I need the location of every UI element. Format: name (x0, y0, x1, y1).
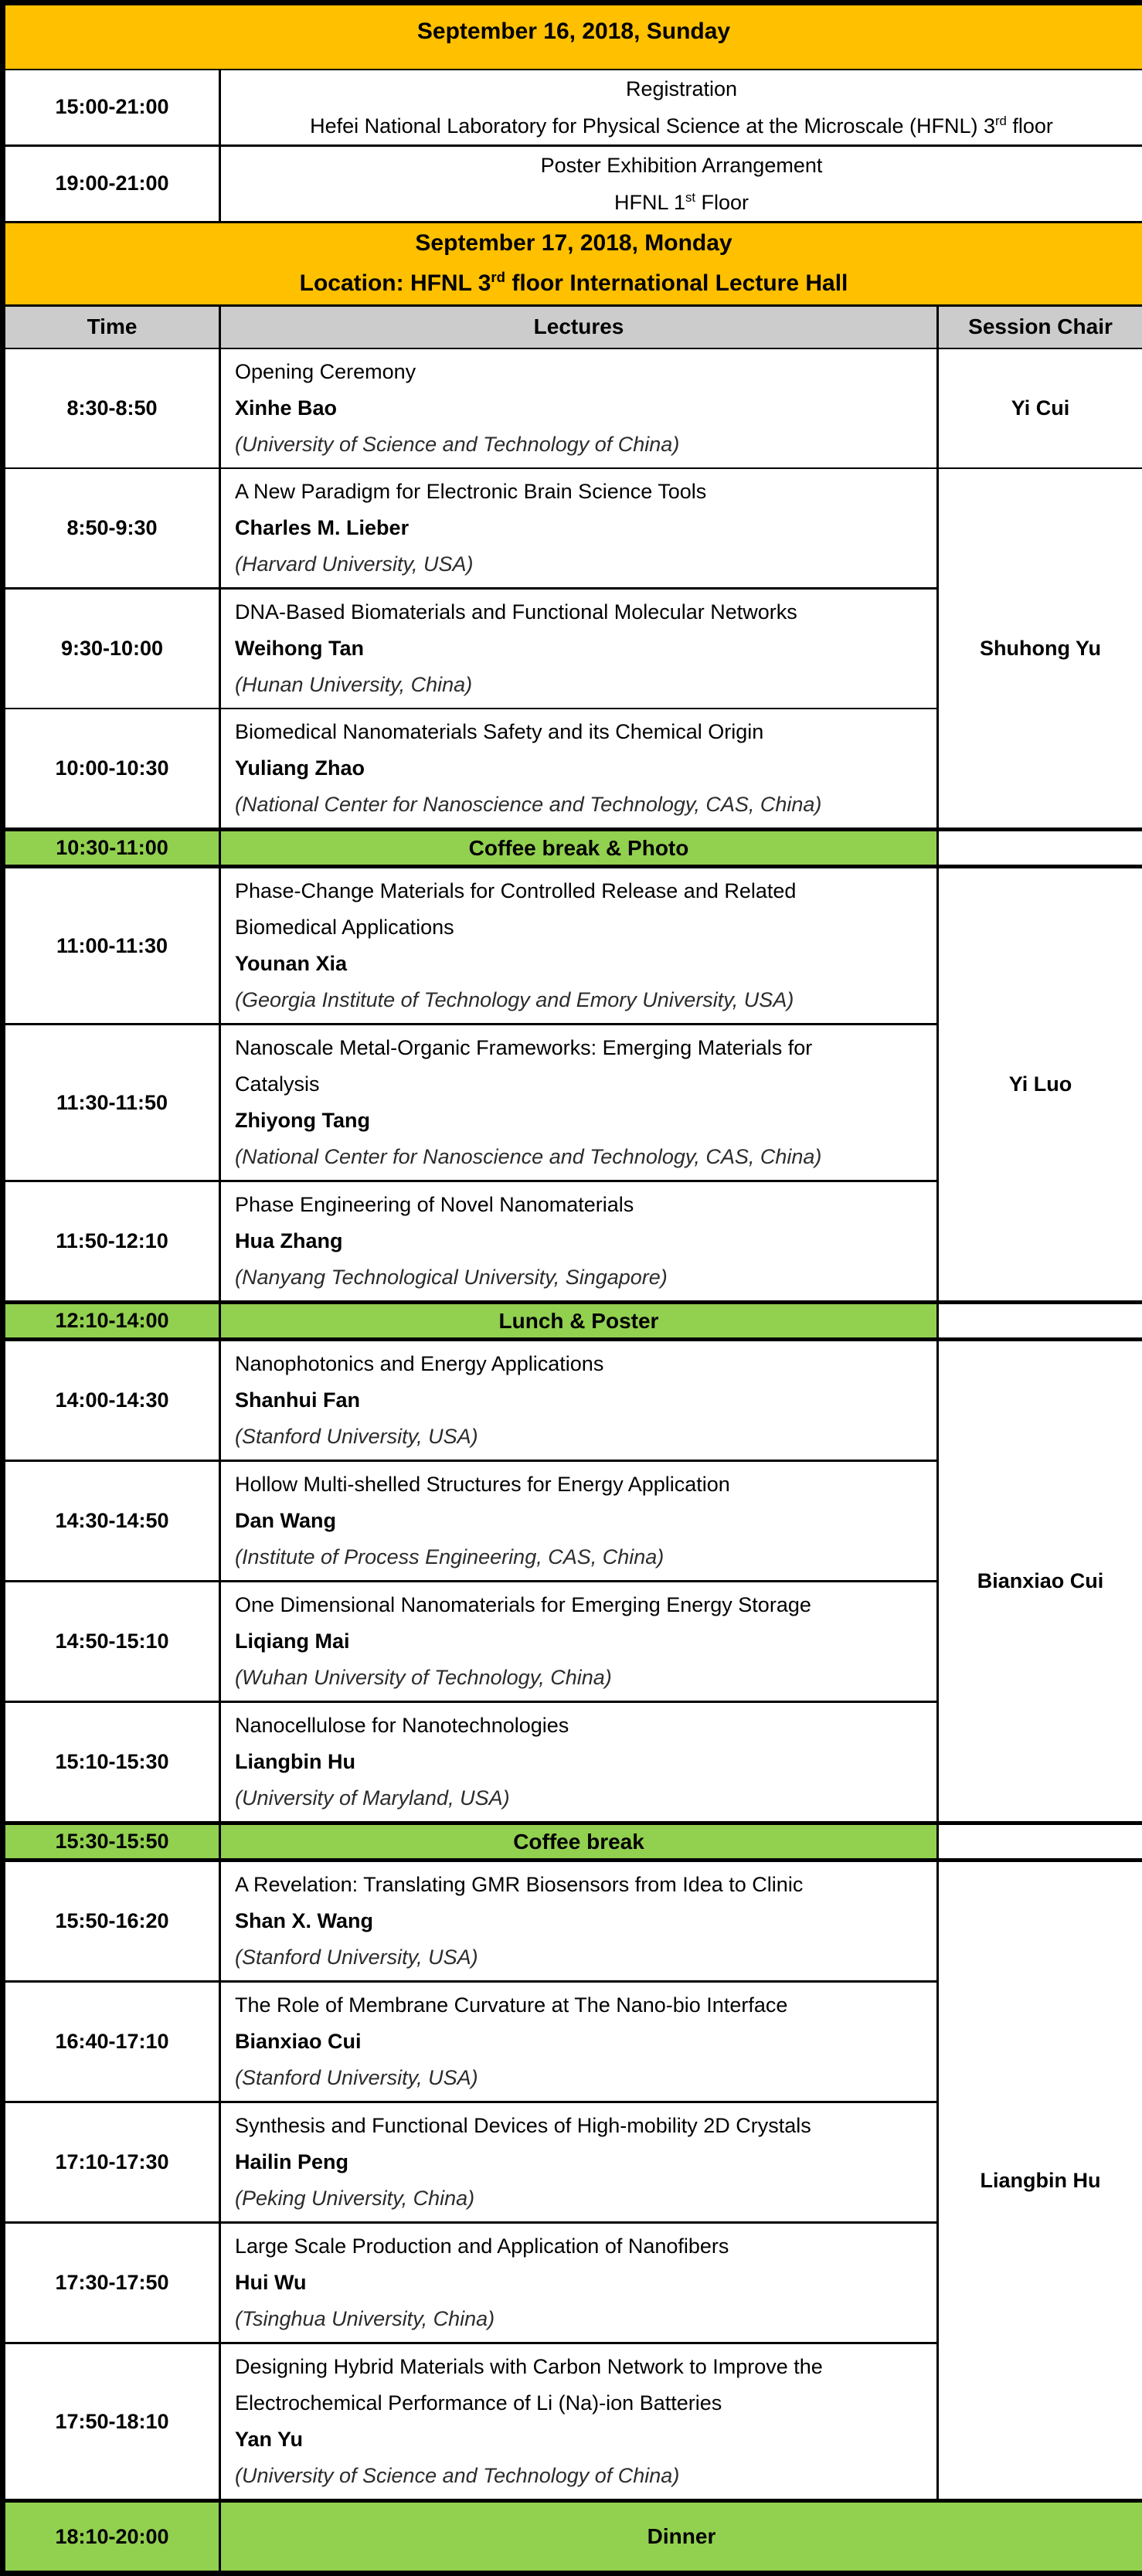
empty-chair-cell (938, 1823, 1142, 1861)
lecture-row (3, 1861, 1142, 1982)
affiliation: (Georgia Institute of Technology and Emory University, USA) (235, 982, 926, 1018)
lecture-title: Phase Engineering of Novel Nanomaterials (235, 1187, 926, 1223)
lecture-cell (220, 1582, 938, 1702)
time-cell: 11:30-11:50 (3, 1025, 220, 1181)
time-cell: 15:00-21:00 (3, 70, 220, 146)
time-cell: 17:10-17:30 (3, 2102, 220, 2223)
lecture-title: Nanophotonics and Energy Applications (235, 1346, 926, 1382)
time-cell: 15:50-16:20 (3, 1861, 220, 1982)
column-header-time: Time (3, 305, 220, 348)
affiliation: (Nanyang Technological University, Singapore) (235, 1259, 926, 1296)
day2-header-cell (3, 222, 1142, 305)
lecture-title: The Role of Membrane Curvature at The Nano-bio Interface (235, 1987, 926, 2024)
affiliation: (University of Science and Technology of China) (235, 2458, 926, 2494)
lecture-title: Catalysis (235, 1066, 926, 1103)
affiliation: (National Center for Nanoscience and Technology, CAS, China) (235, 787, 926, 823)
session-chair-cell: Yi Cui (938, 348, 1142, 468)
affiliation: (Harvard University, USA) (235, 546, 926, 583)
break-label-cell: Lunch & Poster (220, 1303, 938, 1340)
lecture-cell (220, 1861, 938, 1982)
time-cell: 17:30-17:50 (3, 2223, 220, 2343)
speaker-name: Xinhe Bao (235, 390, 926, 427)
superscript-text: rd (491, 269, 505, 285)
lecture-title: Opening Ceremony (235, 354, 926, 390)
time-cell: 9:30-10:00 (3, 589, 220, 709)
session-chair-cell: Bianxiao Cui (938, 1340, 1142, 1823)
time-cell: 16:40-17:10 (3, 1982, 220, 2102)
break-row (3, 830, 1142, 867)
text-segment: floor International Lecture Hall (505, 270, 848, 296)
break-label-cell: Coffee break & Photo (220, 830, 938, 867)
speaker-name: Dan Wang (235, 1503, 926, 1539)
affiliation: (National Center for Nanoscience and Technology, CAS, China) (235, 1139, 926, 1175)
lecture-title: Nanocellulose for Nanotechnologies (235, 1708, 926, 1744)
superscript-text: st (685, 190, 695, 205)
lecture-cell (220, 468, 938, 589)
text-segment: HFNL 1 (614, 191, 685, 214)
affiliation: (Institute of Process Engineering, CAS, China) (235, 1539, 926, 1575)
event-cell (220, 145, 1142, 222)
time-cell: 18:10-20:00 (3, 2501, 220, 2574)
time-cell: 17:50-18:10 (3, 2343, 220, 2501)
break-row (3, 2501, 1142, 2574)
time-cell: 15:30-15:50 (3, 1823, 220, 1861)
lecture-title: Biomedical Nanomaterials Safety and its Chemical Origin (235, 714, 926, 750)
time-cell: 8:30-8:50 (3, 348, 220, 468)
speaker-name: Charles M. Lieber (235, 510, 926, 546)
speaker-name: Liangbin Hu (235, 1744, 926, 1780)
text-segment: floor (1007, 114, 1053, 138)
superscript-text: rd (995, 114, 1007, 128)
event-line (221, 147, 1142, 184)
event-line (221, 184, 1142, 221)
affiliation: (Stanford University, USA) (235, 1939, 926, 1976)
time-cell: 15:10-15:30 (3, 1702, 220, 1823)
lecture-title: One Dimensional Nanomaterials for Emerging Energy Storage (235, 1587, 926, 1623)
column-header-lectures: Lectures (220, 305, 938, 348)
lecture-cell (220, 589, 938, 709)
affiliation: (University of Maryland, USA) (235, 1780, 926, 1816)
text-segment: Registration (626, 77, 737, 100)
lecture-row (3, 1340, 1142, 1461)
column-header-row (3, 305, 1142, 348)
lecture-title: Designing Hybrid Materials with Carbon Network to Improve the (235, 2349, 926, 2385)
schedule-table-body (3, 3, 1142, 2574)
lecture-title: Electrochemical Performance of Li (Na)-ion Batteries (235, 2385, 926, 2421)
speaker-name: Shan X. Wang (235, 1903, 926, 1939)
time-cell: 11:50-12:10 (3, 1181, 220, 1303)
speaker-name: Yuliang Zhao (235, 750, 926, 787)
lecture-cell (220, 1181, 938, 1303)
speaker-name: Shanhui Fan (235, 1382, 926, 1419)
lecture-cell (220, 1340, 938, 1461)
speaker-name: Hui Wu (235, 2265, 926, 2301)
lecture-title: A New Paradigm for Electronic Brain Science Tools (235, 474, 926, 510)
time-cell: 14:50-15:10 (3, 1582, 220, 1702)
speaker-name: Bianxiao Cui (235, 2024, 926, 2060)
day1-row (3, 70, 1142, 146)
affiliation: (Stanford University, USA) (235, 1419, 926, 1455)
session-chair-cell: Liangbin Hu (938, 1861, 1142, 2501)
speaker-name: Zhiyong Tang (235, 1103, 926, 1139)
speaker-name: Hua Zhang (235, 1223, 926, 1259)
affiliation: (Tsinghua University, China) (235, 2301, 926, 2337)
break-row (3, 1823, 1142, 1861)
session-chair-cell: Yi Luo (938, 867, 1142, 1303)
lecture-title: Phase-Change Materials for Controlled Release and Related (235, 873, 926, 909)
lecture-row (3, 348, 1142, 468)
time-cell: 12:10-14:00 (3, 1303, 220, 1340)
affiliation: (Wuhan University of Technology, China) (235, 1660, 926, 1696)
lecture-title: Nanoscale Metal-Organic Frameworks: Emerging Materials for (235, 1030, 926, 1066)
affiliation: (Stanford University, USA) (235, 2060, 926, 2096)
speaker-name: Yan Yu (235, 2421, 926, 2458)
lecture-cell (220, 1702, 938, 1823)
event-line (221, 70, 1142, 107)
lecture-cell (220, 867, 938, 1025)
text-segment: Poster Exhibition Arrangement (541, 154, 823, 177)
break-label-cell: Coffee break (220, 1823, 938, 1861)
day2-location (5, 263, 1142, 304)
lecture-title: Hollow Multi-shelled Structures for Energy Application (235, 1466, 926, 1503)
speaker-name: Weihong Tan (235, 630, 926, 667)
session-chair-cell: Shuhong Yu (938, 468, 1142, 830)
affiliation: (Hunan University, China) (235, 667, 926, 703)
time-cell: 10:00-10:30 (3, 709, 220, 830)
lecture-cell (220, 709, 938, 830)
lecture-cell (220, 2343, 938, 2501)
day2-header-row (3, 222, 1142, 305)
break-row (3, 1303, 1142, 1340)
event-cell (220, 70, 1142, 146)
lecture-cell (220, 2223, 938, 2343)
day1-row (3, 145, 1142, 222)
speaker-name: Younan Xia (235, 946, 926, 982)
lecture-cell (220, 2102, 938, 2223)
text-segment: Location: HFNL 3 (300, 270, 491, 296)
lecture-cell (220, 348, 938, 468)
time-cell: 10:30-11:00 (3, 830, 220, 867)
time-cell: 14:30-14:50 (3, 1461, 220, 1582)
lecture-row (3, 867, 1142, 1025)
lecture-title: A Revelation: Translating GMR Biosensors from Idea to Clinic (235, 1867, 926, 1903)
lecture-cell (220, 1461, 938, 1582)
speaker-name: Liqiang Mai (235, 1623, 926, 1660)
time-cell: 14:00-14:30 (3, 1340, 220, 1461)
column-header-chair: Session Chair (938, 305, 1142, 348)
event-line (221, 107, 1142, 144)
day1-title: September 16, 2018, Sunday (5, 12, 1142, 52)
text-segment: Floor (695, 191, 749, 214)
text-segment: Hefei National Laboratory for Physical Science at the Microscale (HFNL) 3 (310, 114, 995, 138)
lecture-title: Synthesis and Functional Devices of High-mobility 2D Crystals (235, 2108, 926, 2144)
affiliation: (University of Science and Technology of China) (235, 427, 926, 463)
lecture-cell (220, 1025, 938, 1181)
time-cell: 19:00-21:00 (3, 145, 220, 222)
day1-header-cell (3, 3, 1142, 70)
lecture-title: Large Scale Production and Application of Nanofibers (235, 2228, 926, 2265)
lecture-title: Biomedical Applications (235, 909, 926, 946)
lecture-row (3, 468, 1142, 589)
affiliation: (Peking University, China) (235, 2180, 926, 2217)
day2-title: September 17, 2018, Monday (5, 223, 1142, 263)
lecture-cell (220, 1982, 938, 2102)
empty-chair-cell (938, 1303, 1142, 1340)
time-cell: 11:00-11:30 (3, 867, 220, 1025)
empty-chair-cell (938, 830, 1142, 867)
speaker-name: Hailin Peng (235, 2144, 926, 2180)
day1-header-row (3, 3, 1142, 70)
time-cell: 8:50-9:30 (3, 468, 220, 589)
break-label-cell: Dinner (220, 2501, 1142, 2574)
lecture-title: DNA-Based Biomaterials and Functional Molecular Networks (235, 594, 926, 630)
